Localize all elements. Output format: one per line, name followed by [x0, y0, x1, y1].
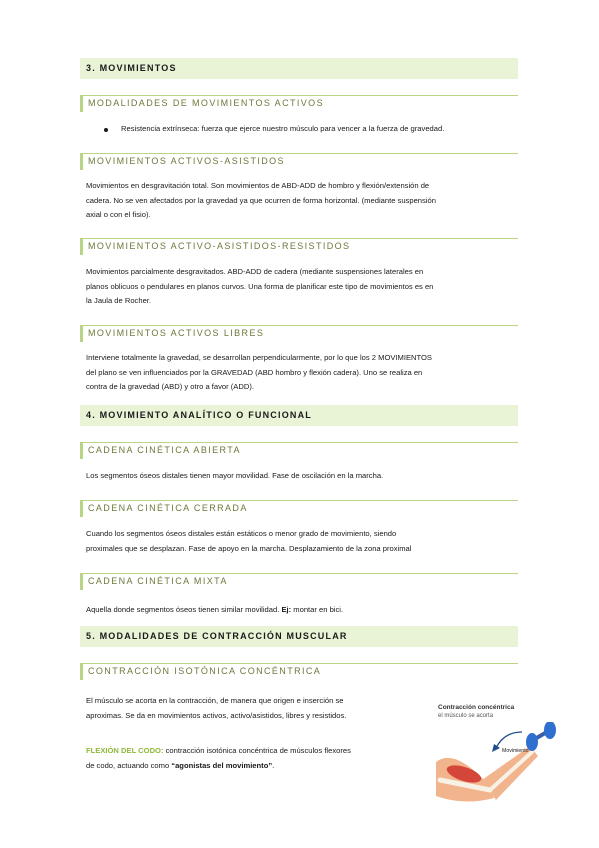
- text-span: de codo, actuando como: [86, 760, 172, 770]
- subheading-activos-asistidos: MOVIMIENTOS ACTIVOS-ASISTIDOS: [80, 153, 518, 170]
- section-heading-4: 4. MOVIMIENTO ANALÍTICO O FUNCIONAL: [80, 405, 518, 426]
- paragraph-cadena-cerrada: [86, 527, 516, 556]
- text-line: planos oblicuos o pendulares en planos curvos. Una forma de planificar este tipo de movimientos es en: [86, 281, 434, 291]
- text-line: contra de la gravedad (ABD) y otro a favor (ADD).: [86, 382, 254, 391]
- dumbbell-weight: [544, 722, 556, 739]
- motion-arrow: [496, 732, 522, 748]
- text-line: [86, 759, 426, 774]
- paragraph-activos-asistidos: [86, 179, 516, 223]
- flexion-label: FLEXIÓN DEL CODO:: [86, 746, 164, 755]
- text-span: montar en bici.: [291, 605, 344, 614]
- text-line: cadera. No se ven afectados por la gravedad ya que ocurren de forma horizontal. (mediante suspensión: [86, 195, 436, 205]
- text-line: Cuando los segmentos óseos distales están estáticos o menor grado de movimiento, siendo: [86, 529, 397, 538]
- subheading-cadena-abierta: CADENA CINÉTICA ABIERTA: [80, 442, 518, 459]
- subheading-contraccion-concentrica: CONTRACCIÓN ISOTÓNICA CONCÉNTRICA: [80, 663, 518, 680]
- paragraph-resistidos: [86, 265, 516, 309]
- figure-caption-subtitle: el músculo se acorta: [438, 713, 494, 719]
- figure-caption-title: Contracción concéntrica: [438, 704, 515, 711]
- arm-drawing: [434, 722, 558, 816]
- text-line: proximales que se desplazan. Fase de apoyo en la marcha. Desplazamiento de la zona proximal: [86, 543, 412, 553]
- subheading-activos-libres: MOVIMIENTOS ACTIVOS LIBRES: [80, 325, 518, 342]
- concentric-contraction-illustration: [434, 696, 558, 816]
- arrow-head: [492, 744, 500, 752]
- section-heading-3: 3. MOVIMIENTOS: [80, 58, 518, 79]
- example-label: Ej:: [281, 605, 292, 614]
- text-line: Interviene totalmente la gravedad, se desarrollan perpendicularmente, por lo que los 2 MOVIMIENTOS: [86, 353, 432, 362]
- subheading-activo-asistidos-resistidos: MOVIMIENTOS ACTIVO-ASISTIDOS-RESISTIDOS: [80, 238, 518, 255]
- text-line: la Jaula de Rocher.: [86, 296, 152, 305]
- agonistas-label: “agonistas del movimiento”: [171, 760, 273, 770]
- paragraph-flexion-codo: [86, 744, 426, 773]
- paragraph-cadena-mixta: [86, 603, 516, 618]
- text-line: del plano se ven influenciados por la GRAVEDAD (ABD hombro y flexión cadera). Uno se realiza en: [86, 367, 423, 377]
- paragraph-cadena-abierta: [86, 469, 516, 484]
- text-line: aproximas. Se da en movimientos activos, activo/asistidos, libres y resistidos.: [86, 710, 347, 720]
- text-line: [86, 744, 426, 759]
- motion-label: Movimiento: [502, 748, 529, 754]
- text-line: Movimientos parcialmente desgravitados. ABD-ADD de cadera (mediante suspensiones laterales en: [86, 267, 424, 276]
- text-line: Movimientos en desgravitación total. Son movimientos de ABD-ADD de hombro y flexión/extensión de: [86, 181, 430, 190]
- text-line: El músculo se acorta en la contracción, de manera que origen e inserción se: [86, 696, 344, 705]
- text-line: Los segmentos óseos distales tienen mayor movilidad. Fase de oscilación en la marcha.: [86, 471, 384, 480]
- text-span: .: [272, 760, 275, 770]
- text-span: Aquella donde segmentos óseos tienen similar movilidad.: [86, 605, 282, 614]
- subheading-cadena-cerrada: CADENA CINÉTICA CERRADA: [80, 500, 518, 517]
- paragraph-libres: [86, 351, 516, 395]
- text-line: axial o con el fisio).: [86, 210, 151, 219]
- bullet-dot: [104, 128, 108, 132]
- bullet-text: Resistencia extrínseca: fuerza que ejerce nuestro músculo para vencer a la fuerza de gravedad.: [121, 124, 445, 133]
- subheading-modalidades-activos: MODALIDADES DE MOVIMIENTOS ACTIVOS: [80, 95, 518, 112]
- paragraph-concentrica: [86, 694, 426, 723]
- subheading-cadena-mixta: CADENA CINÉTICA MIXTA: [80, 573, 518, 590]
- text-span: contracción isotónica concéntrica de músculos flexores: [163, 746, 351, 755]
- section-heading-5: 5. MODALIDADES DE CONTRACCIÓN MUSCULAR: [80, 626, 518, 647]
